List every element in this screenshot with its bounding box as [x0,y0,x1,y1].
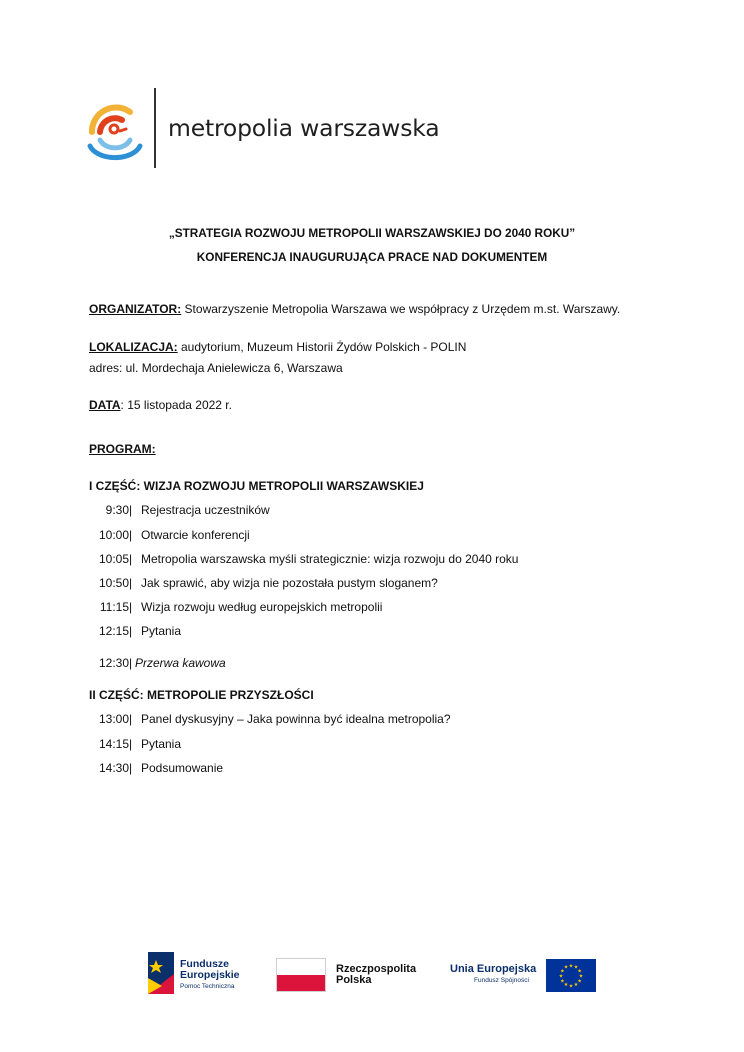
logo-text: metropolia warszawska [168,114,440,142]
organizer-value: Stowarzyszenie Metropolia Warszawa we współpracy z Urzędem m.st. Warszawy. [181,302,621,316]
program-row: 9:30| Rejestracja uczestników [89,503,270,519]
program-time: 9:30 [105,503,129,517]
program-text: Jak sprawić, aby wizja nie pozostała pustym sloganem? [141,576,438,590]
program-time: 11:15 [99,600,129,614]
program-text: Wizja rozwoju według europejskich metropolii [141,600,383,614]
eu-star-icon: ★ [577,978,582,985]
break-text: Przerwa kawowa [135,656,226,670]
program-time: 13:00 [98,712,129,726]
fe-line2: Europejskie [180,969,240,981]
eu-star-icon: ★ [563,964,569,971]
document-title: „STRATEGIA ROZWOJU METROPOLII WARSZAWSKIEJ DO 2040 ROKU” [168,226,576,240]
program-row: 10:50| Jak sprawić, aby wizja nie pozostała pustym sloganem? [89,576,438,592]
program-text: Rejestracja uczestników [141,503,270,517]
break-time: 12:30 [98,656,129,670]
ue-line1: Unia Europejska [450,963,537,975]
organizer-label: ORGANIZATOR: [89,302,182,316]
part2-title: II CZĘŚĆ: METROPOLIE PRZYSZŁOŚCI [89,688,314,702]
eu-star-icon: ★ [558,973,564,980]
fe-line1: Fundusze [180,958,229,970]
break-row: 12:30| Przerwa kawowa [89,656,226,672]
address-line: adres: ul. Mordechaja Anielewicza 6, Warszawa [89,361,343,375]
polish-flag-icon [276,958,326,992]
program-row: 13:00| Panel dyskusyjny – Jaka powinna być idealna metropolia? [89,712,451,728]
document-subtitle: KONFERENCJA INAUGURUJĄCA PRACE NAD DOKUMENTEM [196,250,548,264]
program-text: Pytania [141,737,182,751]
organizer-line [89,302,620,316]
program-label: PROGRAM: [89,442,156,456]
date-label: DATA [89,398,121,412]
date-line [89,398,232,412]
program-text: Pytania [141,624,182,638]
program-time: 14:30 [98,761,129,775]
eu-star-icon: ★ [577,968,582,975]
eu-flag-icon [546,959,596,992]
program-time: 10:50 [98,576,129,590]
eu-star-icon: ★ [560,978,565,985]
metropolia-logo-icon [86,96,144,162]
logo-divider [154,88,156,168]
footer-logos [0,950,744,1000]
program-text: Metropolia warszawska myśli strategicznie: wizja rozwoju do 2040 roku [141,552,519,566]
part1-title: I CZĘŚĆ: WIZJA ROZWOJU METROPOLII WARSZAWSKIEJ [89,479,424,493]
eu-star-icon: ★ [573,981,579,988]
program-row: 12:15| Pytania [89,624,181,640]
program-row: 14:15| Pytania [89,737,181,753]
metropolia-logo [86,88,440,170]
program-time: 10:00 [98,528,129,542]
program-text: Otwarcie konferencji [141,528,250,542]
program-time: 12:15 [98,624,129,638]
program-row: 14:30| Podsumowanie [89,761,223,777]
eu-star-icon: ★ [573,964,579,971]
eu-star-icon: ★ [568,963,574,970]
program-row: 10:00| Otwarcie konferencji [89,528,250,544]
program-text: Podsumowanie [141,761,224,775]
program-text: Panel dyskusyjny – Jaka powinna być idealna metropolia? [141,712,451,726]
eu-star-icon: ★ [568,983,574,990]
fe-line3: Pomoc Techniczna [180,983,235,990]
location-label: LOKALIZACJA: [89,340,178,354]
rp-line1: Rzeczpospolita [336,963,417,975]
date-value: : 15 listopada 2022 r. [120,398,232,412]
ue-line2: Fundusz Spójności [474,977,529,984]
program-time: 14:15 [98,737,129,751]
program-row: 11:15| Wizja rozwoju według europejskich metropolii [89,600,382,616]
eu-star-icon: ★ [563,981,569,988]
fundusze-europejskie-icon [148,952,174,994]
program-row: 10:05| Metropolia warszawska myśli strategicznie: wizja rozwoju do 2040 roku [89,552,518,568]
program-time: 10:05 [98,552,129,566]
eu-star-icon: ★ [578,973,584,980]
location-line [89,340,466,354]
location-value: audytorium, Muzeum Historii Żydów Polskich - POLIN [177,340,467,354]
rp-line2: Polska [336,974,372,986]
fundusze-europejskie-logo [148,952,258,996]
eu-star-icon: ★ [560,968,565,975]
